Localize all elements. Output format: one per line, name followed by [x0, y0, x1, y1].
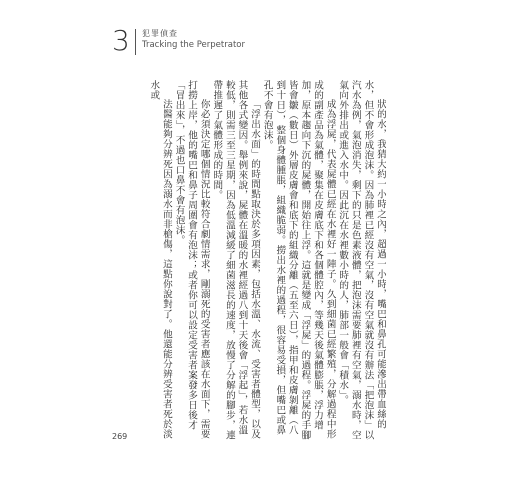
- chapter-divider: [135, 29, 136, 55]
- page-number: 269: [112, 432, 128, 441]
- vertical-text-body: [126, 80, 386, 440]
- paragraph: 「浮出水面」的時間點取決於多項因素，包括水溫、水流、受害者體型，以及其他各式變因。舉例來說，屍體在溫暖的水裡經過八到十天後會「浮起」，若水溫較低，則需三至三星期，因為低溫減緩了細菌滋長的速度，放慢了分解的腳步，連帶推遲了氣體形成的時間。: [211, 80, 261, 440]
- chapter-number: 3: [112, 24, 130, 57]
- chapter-title-english: Tracking the Perpetrator: [142, 40, 245, 50]
- paragraph: 法醫能夠分辨死因為溺水而非槍傷，這點你說對了。他還能分辨受害者死於淡水或: [148, 80, 172, 440]
- chapter-title-chinese: 犯罪偵查: [142, 29, 178, 38]
- paragraph: 狀的水，我猜大約一小時之內，超過一小時，嘴巴和鼻孔可能滲出帶血絲的水，但不會形成泡沫。因為肺裡已經沒有空氣，沒有空氣就沒有辦法「把泡沫」以汽水為例，氣泡消失，剩下的只是色素液體，把泡沫需要肺裡有空氣，溺水時，空氣向外排出或進入水中。因此沉在水裡數小時的人，肺部一般會「積水」。: [337, 80, 386, 440]
- paragraph: 成為浮屍，代表屍體已經在水裡好一陣子。久到細菌已經繁殖，分解過程中形成的副產品為氣體，聚集在皮膚底下和各個體腔內，等幾天後氣體膨脹，浮力增加，原本趨向下沉的屍體，開始往上浮。這就是變成「浮屍」的過程。浮屍的手腳皆會皺（數日）外層皮膚會和底下的組織分離（五至六日），指甲和皮膚剝離（八到十日），整個身體腫脹，組織脆弱。撈出水裡的過程，很容易受損，但嘴巴或鼻孔不會有泡沫。: [261, 80, 336, 440]
- paragraph: 你必須決定哪個情況比較符合劇情需求，剛溺死的受害者應該在水面下，需要打撈上岸，他的嘴巴和鼻子周圍會有泡沫；或者你可以設定受害者案發多日後才「冒出來」，不過也口鼻不會有泡沫。: [173, 80, 210, 440]
